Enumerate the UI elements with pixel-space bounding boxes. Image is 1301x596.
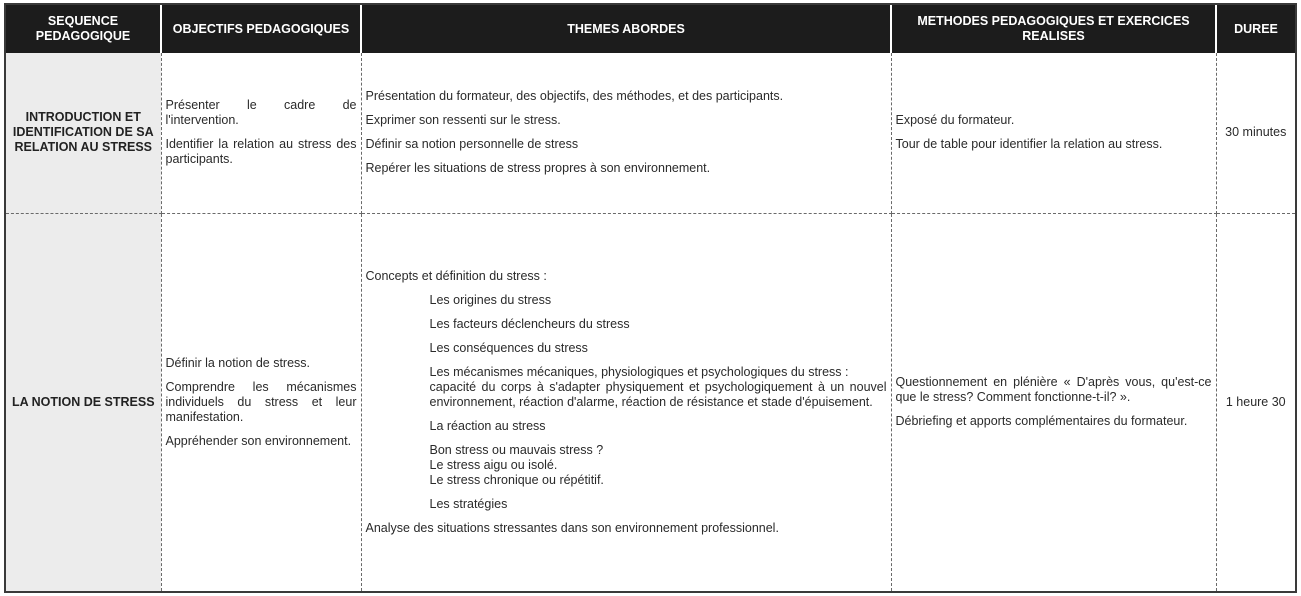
header-themes: THEMES ABORDES [361, 5, 891, 53]
theme-subitem: Le stress aigu ou isolé. [429, 457, 558, 472]
methode-item: Questionnement en plénière « D'après vous, qu'est-ce que le stress? Comment fonctionne-t-il? ». [895, 375, 1212, 405]
header-duree: DUREE [1216, 5, 1295, 53]
theme-subitem-detail: capacité du corps à s'adapter physiquement et psychologiquement à un nouvel environnement, réaction d'alarme, réaction de résistance et stade d'épuisement. [429, 379, 887, 409]
themes-cell [361, 53, 891, 213]
objectif-item: Définir la notion de stress. [165, 355, 311, 370]
header-row [6, 5, 1295, 53]
table-row [6, 53, 1295, 213]
objectifs-cell [161, 213, 361, 591]
theme-subitem: Le stress chronique ou répétitif. [429, 472, 604, 487]
methode-item: Exposé du formateur. [895, 113, 1015, 128]
methode-item: Tour de table pour identifier la relation au stress. [895, 137, 1163, 152]
objectifs-cell [161, 53, 361, 213]
sequence-cell: INTRODUCTION ET IDENTIFICATION DE SA RELATION AU STRESS [6, 53, 161, 213]
sequence-cell: LA NOTION DE STRESS [6, 213, 161, 591]
header-sequence: SEQUENCE PEDAGOGIQUE [6, 5, 161, 53]
objectif-item: Appréhender son environnement. [165, 433, 352, 448]
theme-outro: Analyse des situations stressantes dans son environnement professionnel. [365, 520, 779, 535]
theme-item: Définir sa notion personnelle de stress [365, 137, 579, 152]
theme-item: Exprimer son ressenti sur le stress. [365, 113, 561, 128]
theme-subitem: Les origines du stress [429, 292, 552, 307]
theme-item: Repérer les situations de stress propres à son environnement. [365, 161, 711, 176]
table-row [6, 213, 1295, 591]
duree-cell: 30 minutes [1216, 53, 1295, 213]
objectif-item: Identifier la relation au stress des participants. [165, 137, 357, 167]
themes-cell [361, 213, 891, 591]
theme-subitem: La réaction au stress [429, 418, 546, 433]
duree-cell: 1 heure 30 [1225, 394, 1286, 409]
methodes-cell [891, 53, 1216, 213]
objectif-item: Comprendre les mécanismes individuels du stress et leur manifestation. [165, 379, 357, 424]
theme-subitem: Les mécanismes mécaniques, physiologiques et psychologiques du stress : [429, 364, 849, 379]
header-methodes: METHODES PEDAGOGIQUES ET EXERCICES REALISES [891, 5, 1216, 53]
theme-item: Présentation du formateur, des objectifs, des méthodes, et des participants. [365, 89, 784, 104]
program-table [6, 5, 1295, 591]
theme-subitem: Bon stress ou mauvais stress ? [429, 442, 604, 457]
methodes-cell [891, 213, 1216, 591]
methode-item: Débriefing et apports complémentaires du formateur. [895, 414, 1188, 429]
theme-subitem: Les conséquences du stress [429, 340, 588, 355]
theme-subitem: Les facteurs déclencheurs du stress [429, 316, 630, 331]
objectif-item: Présenter le cadre de l'intervention. [165, 98, 357, 128]
theme-intro: Concepts et définition du stress : [365, 268, 547, 283]
theme-subitem: Les stratégies [429, 496, 508, 511]
program-table-frame [4, 3, 1297, 593]
header-objectifs: OBJECTIFS PEDAGOGIQUES [161, 5, 361, 53]
